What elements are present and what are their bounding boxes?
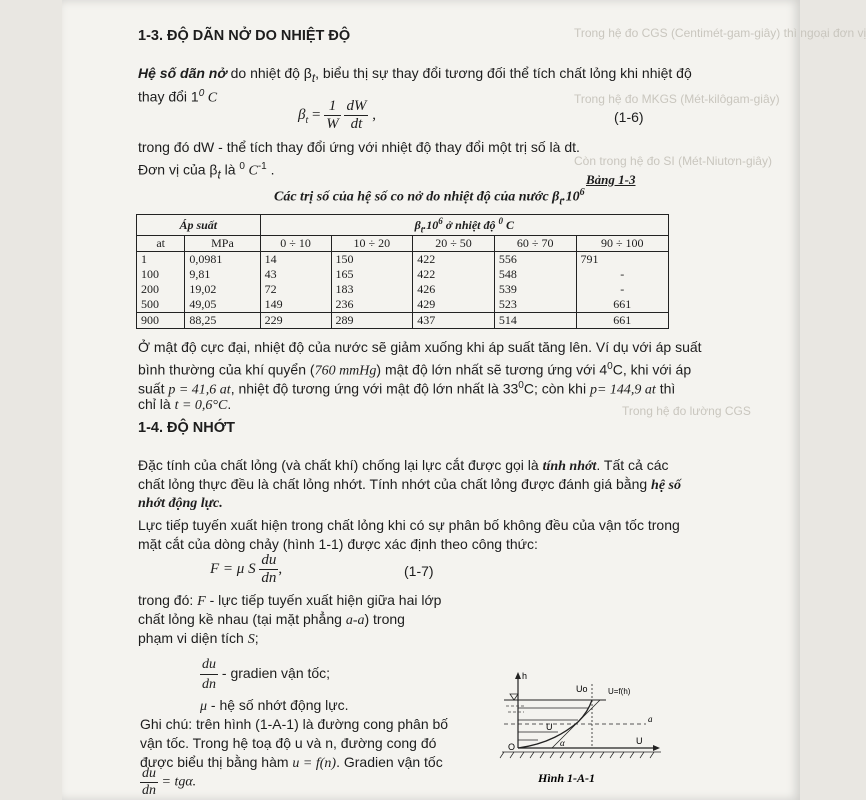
- table-cell: 149: [260, 297, 331, 313]
- paragraph-F-definition-l3: phạm vi diện tích S;: [138, 630, 259, 647]
- label-u0: Uo: [576, 684, 588, 694]
- table-cell: 437: [413, 313, 495, 329]
- table-cell: 14: [260, 252, 331, 268]
- table-cell: 49,05: [185, 297, 260, 313]
- table-cell: 72: [260, 282, 331, 297]
- table-cell: 183: [331, 282, 413, 297]
- table-row: [137, 297, 669, 313]
- formula-1-6: $\beta_t$ = $\frac{1}{W}$ $\frac{dW}{dt}$ ,: [298, 98, 376, 132]
- bleed-through-text: Trong hệ đo CGS (Centimét-gam-giây) thì ngoại đơn vị: [574, 26, 866, 40]
- section-heading-1-4: 1-4. ĐỘ NHỚT: [138, 420, 235, 436]
- table-cell: 289: [331, 313, 413, 329]
- paragraph-max-density-l4: chỉ là t = 0,6°C.: [138, 396, 232, 413]
- table-number: Bảng 1-3: [586, 172, 636, 187]
- label-u-function: U=f(h): [608, 687, 631, 696]
- subheader-cell: 20 ÷ 50: [413, 236, 495, 252]
- table-cell: 236: [331, 297, 413, 313]
- subheader-cell: at: [137, 236, 185, 252]
- table-header-row: [137, 215, 669, 236]
- tangent-alpha-formula: $\frac{du}{dn}$ = tgα.: [142, 766, 197, 798]
- table-cell: 9,81: [185, 267, 260, 282]
- label-a: a: [648, 714, 653, 724]
- note-l3: được biểu thị bằng hàm u = f(n). Gradien vận tốc: [140, 754, 443, 771]
- table-cell: 426: [413, 282, 495, 297]
- table-cell: 19,02: [185, 282, 260, 297]
- figure-caption: Hình 1-A-1: [538, 771, 596, 785]
- label-origin: O: [508, 742, 516, 752]
- table-cell: 514: [494, 313, 576, 329]
- table-cell: 791: [576, 252, 668, 268]
- label-alpha: α: [560, 738, 565, 748]
- table-cell: 500: [137, 297, 185, 313]
- table-cell: 556: [494, 252, 576, 268]
- subheader-cell: 90 ÷ 100: [576, 236, 668, 252]
- subheader-cell: MPa: [185, 236, 260, 252]
- table-row: [137, 282, 669, 297]
- paragraph-viscosity-l2: chất lỏng thực đều là chất lỏng nhớt. Tính nhớt của chất lỏng được đánh giá bằng hệ số: [138, 476, 681, 493]
- label-u-mid: U: [546, 722, 553, 732]
- figure-background: [496, 664, 676, 788]
- table-cell: 88,25: [185, 313, 260, 329]
- paragraph-expansion-line2: thay đổi $1^0$ C: [138, 88, 218, 106]
- paragraph-dW-definition: trong đó dW - thể tích thay đổi ứng với nhiệt độ thay đổi một trị số là dt.: [138, 139, 580, 155]
- table-cell: 422: [413, 267, 495, 282]
- table-cell: 661: [576, 313, 668, 329]
- subheader-cell: 60 ÷ 70: [494, 236, 576, 252]
- paragraph-tangential-force-l2: mặt cắt của dòng chảy (hình 1-1) được xác định theo công thức:: [138, 536, 538, 552]
- table-cell: -: [576, 282, 668, 297]
- paragraph-F-definition-l1: trong đó: F - lực tiếp tuyến xuất hiện giữa hai lớp: [138, 592, 442, 609]
- label-h: h: [522, 671, 528, 681]
- subheader-cell: 10 ÷ 20: [331, 236, 413, 252]
- velocity-profile-figure: [496, 664, 676, 788]
- table-cell: 200: [137, 282, 185, 297]
- fraction-du-over-dn: $\frac{du}{dn}$: [142, 766, 156, 798]
- table-cell: 165: [331, 267, 413, 282]
- table-cell: 429: [413, 297, 495, 313]
- note-l2: vận tốc. Trong hệ toạ độ u và n, đường cong đó: [140, 735, 437, 751]
- table-cell: 1: [137, 252, 185, 268]
- bleed-through-text: Trong hệ đo lường CGS: [622, 404, 751, 418]
- table-cell: 0,0981: [185, 252, 260, 268]
- subheader-cell: 0 ÷ 10: [260, 236, 331, 252]
- equation-number-1-7: (1-7): [404, 563, 434, 579]
- table-subheader-row: [137, 236, 669, 252]
- label-u-axis: U: [636, 736, 643, 746]
- section-heading-1-3: 1-3. ĐỘ DÃN NỞ DO NHIỆT ĐỘ: [138, 28, 351, 44]
- table-cell: 900: [137, 313, 185, 329]
- term-viscosity: tính nhớt: [542, 459, 597, 474]
- fraction-1-over-W: $\frac{1}{W}$: [326, 98, 339, 132]
- paragraph-max-density-l2: bình thường của khí quyển (760 mmHg) mật độ lớn nhất sẽ tương ứng với $4^0C$, khi với áp: [138, 361, 692, 379]
- bleed-through-text: Còn trong hệ đo SI (Mét-Niutơn-giây): [574, 154, 772, 168]
- table-cell: 548: [494, 267, 576, 282]
- table-cell: -: [576, 267, 668, 282]
- paragraph-F-definition-l2: chất lỏng kề nhau (tại mặt phẳng a-a) trong: [138, 611, 405, 628]
- bleed-through-text: Trong hệ đo MKGS (Mét-kilôgam-giây): [574, 92, 780, 106]
- fraction-dW-over-dt: $\frac{dW}{dt}$: [346, 98, 367, 132]
- paragraph-max-density-l3: suất p = 41,6 at, nhiệt độ tương ứng với mật độ lớn nhất là $33^0C$; còn khi p= 144,9 at thì: [138, 380, 676, 398]
- table-cell: 100: [137, 267, 185, 282]
- formula-1-7: F = μ S $\frac{du}{dn}$ ,: [210, 552, 283, 586]
- fraction-du-over-dn: $\frac{du}{dn}$: [202, 657, 216, 692]
- fraction-du-over-dn: $\frac{du}{dn}$: [261, 552, 277, 586]
- paragraph-expansion-definition: Hệ số dãn nở do nhiệt độ $\beta_t$, biểu thị sự thay đổi tương đối thể tích chất lỏng khi nhiệt độ: [138, 65, 692, 85]
- gradient-definition: $\frac{du}{dn}$ - gradien vận tốc;: [202, 657, 331, 692]
- mu-definition: μ - hệ số nhớt động lực.: [200, 697, 349, 714]
- paragraph-tangential-force-l1: Lực tiếp tuyến xuất hiện trong chất lỏng khi có sự phân bố không đều của vận tốc trong: [138, 517, 680, 533]
- table-cell: 229: [260, 313, 331, 329]
- table-cell: 43: [260, 267, 331, 282]
- table-cell: 523: [494, 297, 576, 313]
- thermal-expansion-table: [136, 214, 669, 329]
- paragraph-max-density-l1: Ở mật độ cực đại, nhiệt độ của nước sẽ giảm xuống khi áp suất tăng lên. Ví dụ với áp suất: [138, 339, 702, 355]
- header-pressure: Áp suất: [137, 215, 261, 236]
- table-row: [137, 252, 669, 268]
- equation-number-1-6: (1-6): [614, 109, 644, 125]
- term-dynamic-viscosity: nhớt động lực.: [138, 496, 223, 511]
- table-row: [137, 267, 669, 282]
- header-beta: $\beta_t.10^6$ ở nhiệt độ $^0$ C: [260, 215, 668, 236]
- table-cell: 150: [331, 252, 413, 268]
- table-cell: 661: [576, 297, 668, 313]
- paragraph-unit: Đơn vị của $\beta_t$ là $^0$ $C^{-1}$ .: [138, 161, 275, 182]
- paragraph-viscosity-l1: Đặc tính của chất lỏng (và chất khí) chống lại lực cắt được gọi là tính nhớt. Tất cả các: [138, 457, 669, 474]
- term-expansion-coefficient: Hệ số dãn nở: [138, 65, 227, 81]
- table-cell: 422: [413, 252, 495, 268]
- table-caption: Các trị số của hệ số co nở do nhiệt độ của nước $\beta_t.10^6$: [274, 187, 585, 208]
- table-cell: 539: [494, 282, 576, 297]
- note-l1: Ghi chú: trên hình (1-A-1) là đường cong phân bố: [140, 716, 449, 732]
- table-row: [137, 313, 669, 329]
